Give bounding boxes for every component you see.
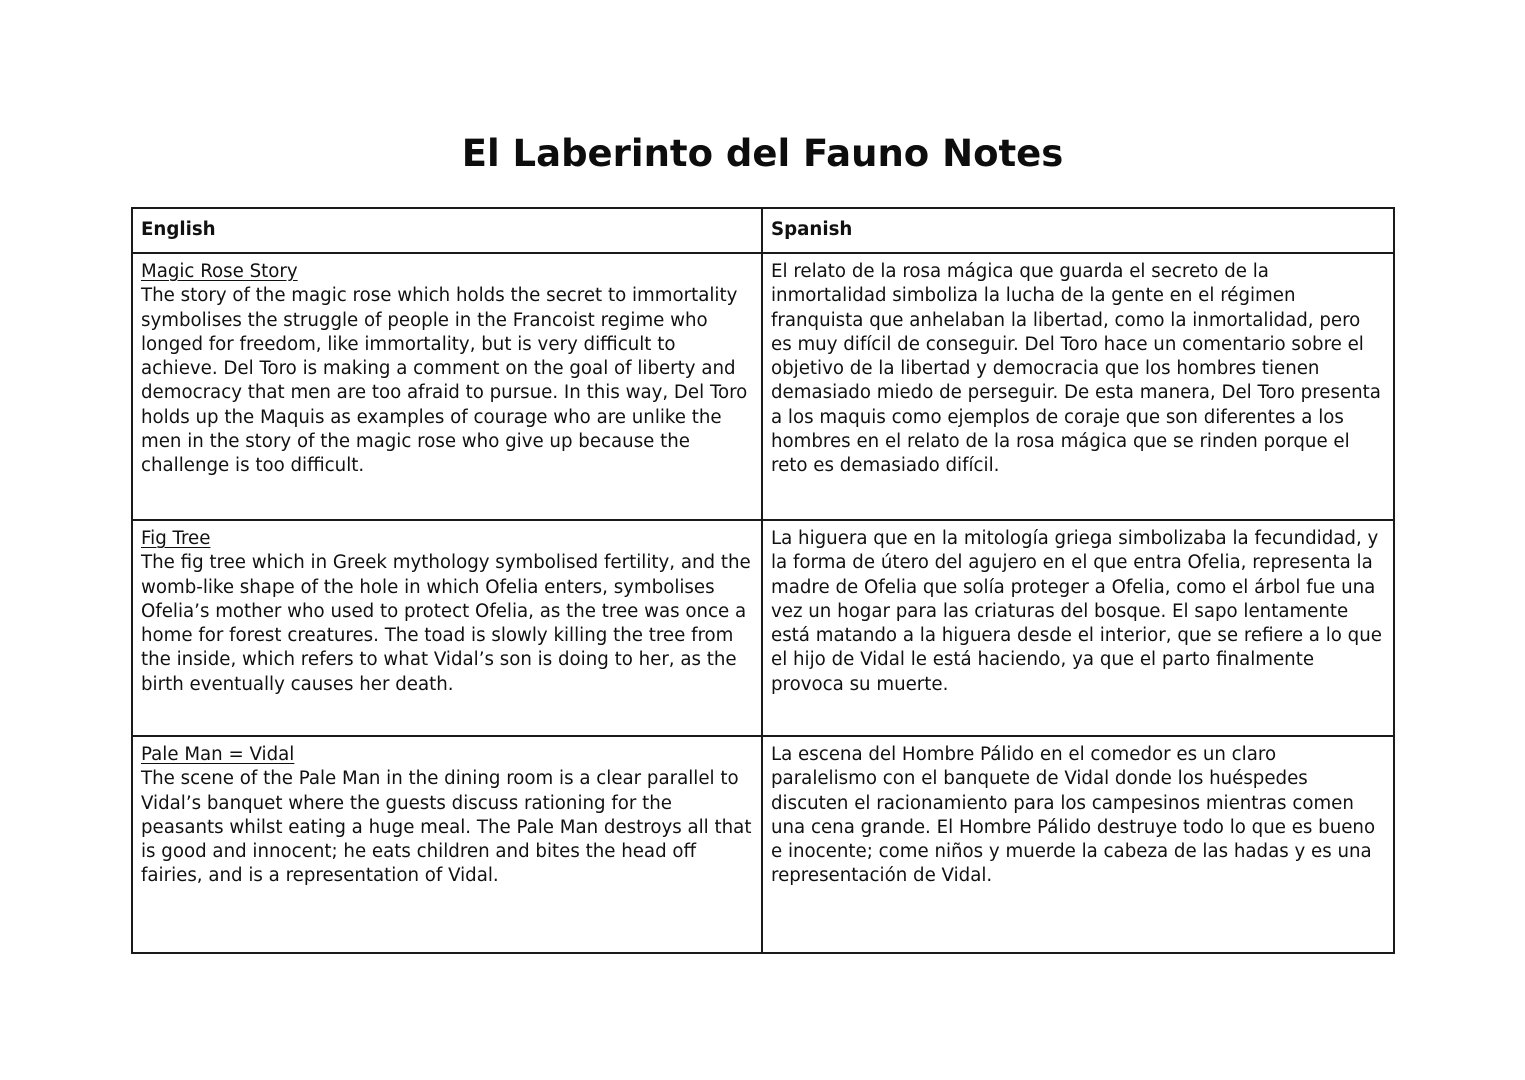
spanish-text: El relato de la rosa mágica que guarda el secreto de la inmortalidad simboliza la lucha de la gente en el régimen franquista que anhelaban la libertad, como la inmortalidad, pero es muy difícil de conseguir. Del Toro hace un comentario sobre el objetivo de la libertad y democracia que los hombres tienen demasiado miedo de perseguir. De esta manera, Del Toro presenta a los maquis como ejemplos de coraje que son diferentes a los hombres en el relato de la rosa mágica que se rinden porque el reto es demasiado difícil. (771, 261, 1381, 477)
page-title: El Laberinto del Fauno Notes (461, 132, 1064, 175)
table-row (132, 736, 1394, 953)
english-text: The scene of the Pale Man in the dining room is a clear parallel to Vidal’s banquet where the guests discuss rationing for the peasants whilst eating a huge meal. The Pale Man destroys all that is good and innocent; he eats children and bites the head off fairies, and is a representation of Vidal. (141, 768, 752, 887)
english-text: The fig tree which in Greek mythology symbolised fertility, and the womb-like shape of the hole in which Ofelia enters, symbolises Ofelia’s mother who used to protect Ofelia, as the tree was once a home for forest creatures. The toad is slowly killing the tree from the inside, which refers to what Vidal’s son is doing to her, as the birth eventually causes her death. (141, 552, 751, 695)
spanish-cell (762, 520, 1394, 736)
spanish-text: La escena del Hombre Pálido en el comedor es un claro paralelismo con el banquete de Vidal donde los huéspedes discuten el racionamiento para los campesinos mientras comen una cena grande. El Hombre Pálido destruye todo lo que es bueno e inocente; come niños y muerde la cabeza de las hadas y es una representación de Vidal. (771, 744, 1376, 887)
column-header-english: English (132, 208, 762, 253)
spanish-text: La higuera que en la mitología griega simbolizaba la fecundidad, y la forma de útero del agujero en el que entra Ofelia, representa la madre de Ofelia que solía proteger a Ofelia, como el árbol fue una vez un hogar para las criaturas del bosque. El sapo lentamente está matando a la higuera desde el interior, que se refiere a lo que el hijo de Vidal le está haciendo, ya que el parto finalmente provoca su muerte. (771, 528, 1382, 695)
english-cell (132, 520, 762, 736)
table-header-row (132, 208, 1394, 253)
column-header-spanish: Spanish (762, 208, 1394, 253)
spanish-cell (762, 736, 1394, 953)
row-heading: Pale Man = Vidal (141, 744, 295, 765)
spanish-cell (762, 253, 1394, 520)
english-text: The story of the magic rose which holds the secret to immortality symbolises the struggle of people in the Francoist regime who longed for freedom, like immortality, but is very difficult to achieve. Del Toro is making a comment on the goal of liberty and democracy that men are too afraid to pursue. In this way, Del Toro holds up the Maquis as examples of courage who are unlike the men in the story of the magic rose who give up because the challenge is too difficult. (141, 285, 748, 477)
table-row (132, 253, 1394, 520)
notes-table (131, 207, 1395, 954)
english-cell (132, 253, 762, 520)
english-cell (132, 736, 762, 953)
table-row (132, 520, 1394, 736)
row-heading: Magic Rose Story (141, 261, 298, 282)
row-heading: Fig Tree (141, 528, 211, 549)
